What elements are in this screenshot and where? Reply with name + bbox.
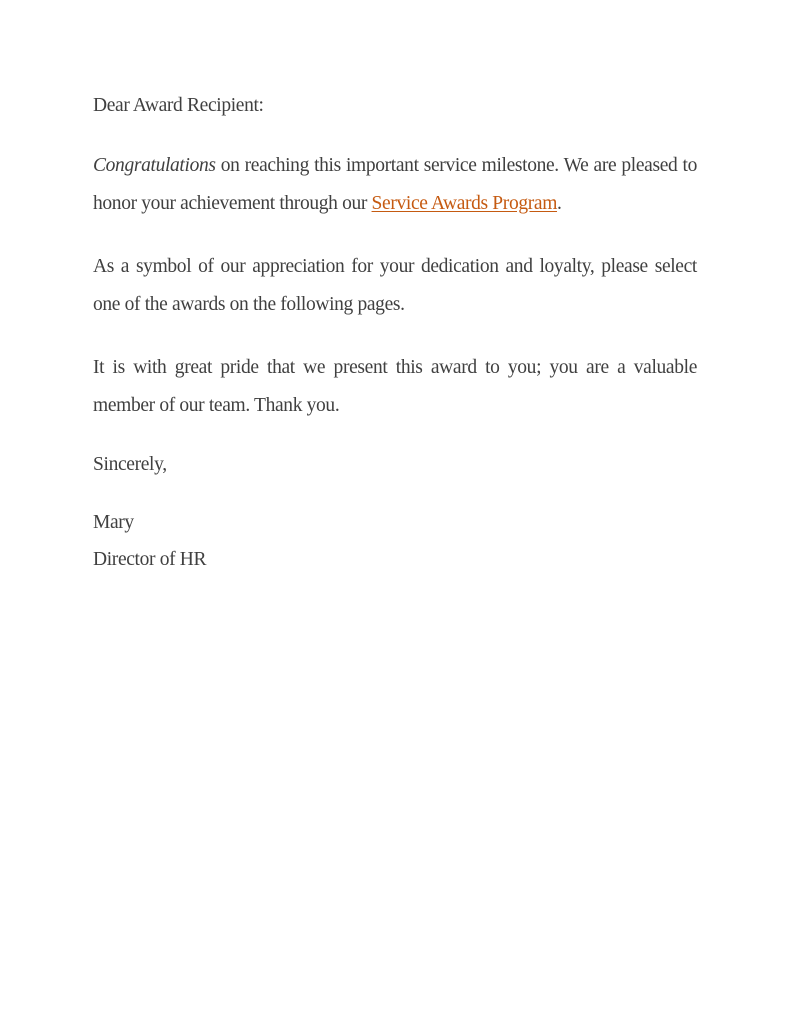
paragraph-congratulations bbox=[93, 147, 697, 222]
letter-body bbox=[93, 92, 697, 578]
paragraph-appreciation: As a symbol of our appreciation for your dedication and loyalty, please select one of the awards on the following pages. bbox=[93, 256, 697, 315]
closing: Sincerely, bbox=[93, 454, 167, 475]
salutation: Dear Award Recipient: bbox=[93, 95, 264, 116]
congratulations-emphasis: Congratulations bbox=[93, 155, 216, 176]
paragraph-congratulations-end: . bbox=[557, 192, 562, 214]
signer-title: Director of HR bbox=[93, 549, 207, 570]
signer-name: Mary bbox=[93, 512, 134, 533]
paragraph-congratulations-text: on reaching this important service milestone. We are pleased to honor your achievement through our bbox=[93, 155, 697, 214]
signature-block bbox=[93, 504, 697, 578]
service-awards-program-link[interactable]: Service Awards Program bbox=[371, 192, 558, 214]
paragraph-pride: It is with great pride that we present this award to you; you are a valuable member of our team. Thank you. bbox=[93, 357, 697, 416]
